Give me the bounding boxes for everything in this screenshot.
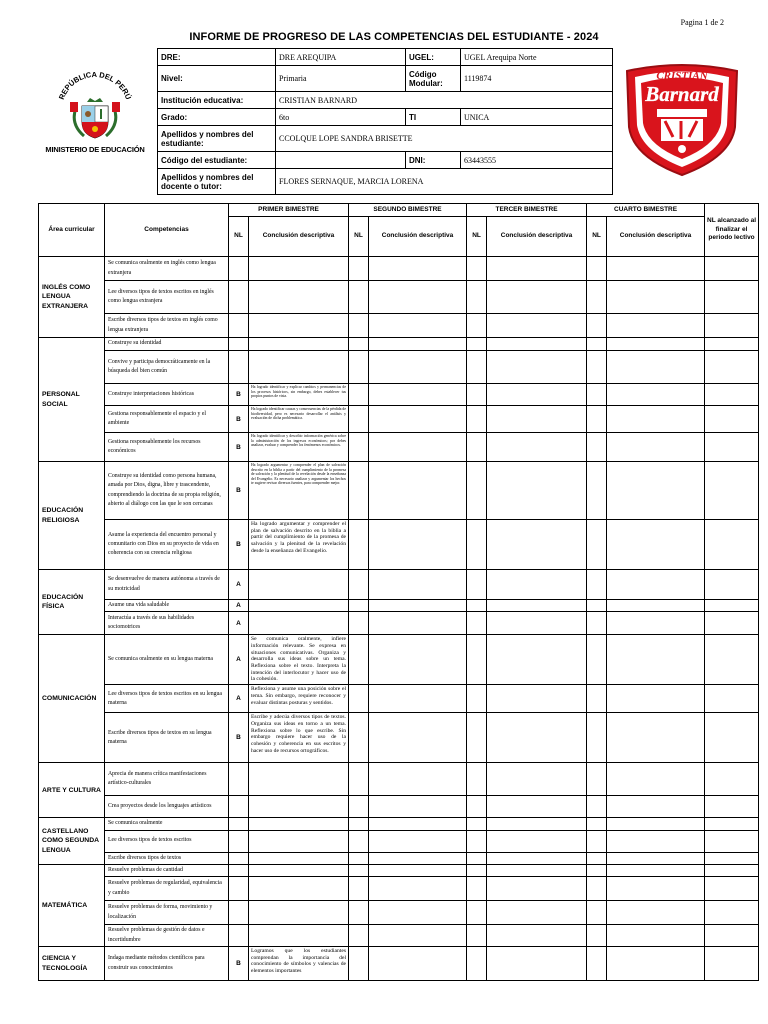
codigo-estudiante-label: Código del estudiante: — [158, 152, 276, 169]
competency-cell: Resuelve problemas de forma, movimiento y localización — [105, 901, 229, 925]
grade-cell: B — [229, 947, 249, 981]
header-conclusion: Conclusión descriptiva — [249, 217, 349, 257]
competency-cell: Escribe diversos tipos de textos en inglés como lengua extranjera — [105, 314, 229, 338]
header-nl: NL — [349, 217, 369, 257]
grade-cell: B — [229, 520, 249, 570]
docente-value: FLORES SERNAQUE, MARCIA LORENA — [276, 169, 613, 195]
area-personal-social: PERSONAL SOCIAL — [39, 338, 105, 462]
page-number: Pagina 1 de 2 — [680, 18, 724, 27]
student-info-table — [157, 48, 613, 195]
header-conclusion: Conclusión descriptiva — [369, 217, 467, 257]
dre-value: DRE AREQUIPA — [276, 49, 406, 66]
dni-label: DNI: — [406, 152, 461, 169]
ministry-logo — [40, 72, 150, 154]
svg-text:REPÚBLICA DEL PERÚ — [57, 72, 133, 101]
competency-cell: Se desenvuelve de manera autónoma a través de su motricidad — [105, 570, 229, 600]
competency-cell: Gestiona responsablemente el espacio y el ambiente — [105, 406, 229, 433]
nivel-label: Nivel: — [158, 66, 276, 92]
school-logo-top-text: CRISTIAN — [656, 70, 708, 82]
school-logo — [621, 57, 743, 179]
conclusion-cell: Ha logrado identificar causas y consecuencias de la pérdida de biodiversidad, pero es necesario desarrollar el análisis y evaluación de dicha problemática. — [249, 406, 349, 433]
grade-cell: B — [229, 713, 249, 763]
header-conclusion: Conclusión descriptiva — [607, 217, 705, 257]
ugel-label: UGEL: — [406, 49, 461, 66]
competency-cell: Lee diversos tipos de textos escritos — [105, 830, 229, 852]
competency-cell: Asume la experiencia del encuentro personal y comunitario con Dios en su proyecto de vida en coherencia con su creencia religiosa — [105, 520, 229, 570]
codigo-modular-value: 1119874 — [461, 66, 613, 92]
grado-label: Grado: — [158, 109, 276, 126]
ugel-value: UGEL Arequipa Norte — [461, 49, 613, 66]
grade-cell: A — [229, 570, 249, 600]
conclusion-cell: Ha logrado identificar y describir información genérica sobre la administración de los ingresos económicos; por debes analizar, evaluar y comprender los fenómenos económicos. — [249, 433, 349, 462]
competency-cell: Lee diversos tipos de textos escritos en inglés como lengua extranjera — [105, 281, 229, 314]
grade-cell: A — [229, 600, 249, 612]
dre-label: DRE: — [158, 49, 276, 66]
grade-cell: B — [229, 406, 249, 433]
report-title: INFORME DE PROGRESO DE LAS COMPETENCIAS DEL ESTUDIANTE - 2024 — [189, 31, 599, 43]
header-conclusion: Conclusión descriptiva — [487, 217, 587, 257]
conclusion-cell: Logramos que los estudiantes comprendan la importancia del conocimiento de símbolos y valencias de elementos importantes — [249, 947, 349, 981]
grade-cell: B — [229, 462, 249, 520]
conclusion-cell: Reflexiona y asume una posición sobre el tema. Sin embargo, requiere reconocer y evaluar distintas posturas y sentidos. — [249, 685, 349, 713]
competency-cell: Construye interpretaciones históricas — [105, 384, 229, 406]
competencies-table — [38, 203, 759, 981]
competency-cell: Asume una vida saludable — [105, 600, 229, 612]
competency-cell: Aprecia de manera crítica manifestaciones artístico-culturales — [105, 763, 229, 796]
grado-value: 6to — [276, 109, 406, 126]
area-comunicacion: COMUNICACIÓN — [39, 635, 105, 763]
competency-cell: Resuelve problemas de gestión de datos e incertidumbre — [105, 925, 229, 947]
arc-text: REPÚBLICA DEL PERÚ — [56, 72, 134, 101]
conclusion-cell: Se comunica oralmente, infiere información relevante. Se expresa en situaciones comunicativas. Organiza y desarrolla sus ideas sobre un tema. Reflexiona sobre el texto. Interpreta la intención del interlocutor y hacer uso de la cohesión. — [249, 635, 349, 685]
codigo-modular-label: Código Modular: — [406, 66, 461, 92]
school-shield-icon — [621, 57, 743, 179]
competency-cell: Escribe diversos tipos de textos en su lengua materna — [105, 713, 229, 763]
competency-cell: Construye su identidad como persona humana, amada por Dios, digna, libre y trascendente, comprendiendo la doctrina de su propia religión, abierto al diálogo con las que le son cercanas — [105, 462, 229, 520]
ministry-caption: MINISTERIO DE EDUCACIÓN — [45, 145, 145, 154]
grade-cell: A — [229, 685, 249, 713]
grade-cell: B — [229, 433, 249, 462]
header-period-4: CUARTO BIMESTRE — [587, 204, 705, 217]
header-nl: NL — [229, 217, 249, 257]
grade-cell: B — [229, 384, 249, 406]
conclusion-cell: Ha logrado argumentar y comprender el plan de salvación descrito en la biblia a partir del cumplimiento de la promesa de salvación y la plenitud de la revelación desde la enseñanza del Evangelio. — [249, 520, 349, 570]
conclusion-cell: Ha logrado identificar y explicar cambios y permanencias de los procesos históricos, sin embargo, debes establecer tus propios puntos de vista. — [249, 384, 349, 406]
institucion-value: CRISTIAN BARNARD — [276, 92, 613, 109]
header-period-1: PRIMER BIMESTRE — [229, 204, 349, 217]
competency-cell: Indaga mediante métodos científicos para construir sus conocimientos — [105, 947, 229, 981]
competency-cell: Se comunica oralmente en su lengua materna — [105, 635, 229, 685]
competency-cell: Escribe diversos tipos de textos — [105, 852, 229, 864]
competency-cell: Crea proyectos desde los lenguajes artísticos — [105, 796, 229, 818]
header-nl: NL — [467, 217, 487, 257]
conclusion-cell: Escribe y adecúa diversos tipos de textos. Organiza sus ideas en torno a un tema. Reflexiona sobre lo que escribe. Sin embargo requiere hacer uso de la cohesión y coherencia en sus escritos y hacer uso de recursos ortográficos. — [249, 713, 349, 763]
area-matematica: MATEMÁTICA — [39, 864, 105, 946]
competency-cell: Se comunica oralmente — [105, 818, 229, 830]
competency-cell: Construye su identidad — [105, 338, 229, 351]
grade-cell: A — [229, 635, 249, 685]
estudiante-value: CCOLQUE LOPE SANDRA BRISETTE — [276, 126, 613, 152]
docente-label: Apellidos y nombres del docente o tutor: — [158, 169, 276, 195]
header-area: Área curricular — [39, 204, 105, 257]
header-nl-final: NL alcanzado al finalizar el periodo lectivo — [705, 204, 759, 257]
area-ingles: INGLÉS COMO LENGUA EXTRANJERA — [39, 257, 105, 338]
ti-label: TI — [406, 109, 461, 126]
competency-cell: Lee diversos tipos de textos escritos en su lengua materna — [105, 685, 229, 713]
header-period-2: SEGUNDO BIMESTRE — [349, 204, 467, 217]
area-ciencia: CIENCIA Y TECNOLOGÍA — [39, 947, 105, 981]
institucion-label: Institución educativa: — [158, 92, 276, 109]
codigo-estudiante-value — [276, 152, 406, 169]
area-religiosa: EDUCACIÓN RELIGIOSA — [39, 462, 105, 570]
header-period-3: TERCER BIMESTRE — [467, 204, 587, 217]
area-castellano: CASTELLANO COMO SEGUNDA LENGUA — [39, 818, 105, 865]
school-logo-main-text: Barnard — [645, 82, 719, 106]
nivel-value: Primaria — [276, 66, 406, 92]
competency-cell: Convive y participa democráticamente en la búsqueda del bien común — [105, 351, 229, 384]
header-competencias: Competencias — [105, 204, 229, 257]
area-arte: ARTE Y CULTURA — [39, 763, 105, 818]
competency-cell: Se comunica oralmente en inglés como lengua extranjera — [105, 257, 229, 281]
competency-cell: Resuelve problemas de regularidad, equivalencia y cambio — [105, 877, 229, 901]
peru-coat-of-arms-icon — [40, 72, 150, 144]
area-fisica: EDUCACIÓN FÍSICA — [39, 570, 105, 635]
ti-value: UNICA — [461, 109, 613, 126]
dni-value: 63443555 — [461, 152, 613, 169]
competency-cell: Gestiona responsablemente los recursos económicos — [105, 433, 229, 462]
header-nl: NL — [587, 217, 607, 257]
competency-cell: Resuelve problemas de cantidad — [105, 864, 229, 876]
conclusion-cell: Ha logrado argumentar y comprender el plan de salvación descrito en la biblia a partir del cumplimiento de la promesa de salvación y la plenitud de la revelación desde la enseñanza del Evangelio. Es necesario analizar y argumentar los hechos te sugiere revisar diversas fuentes, para comprender mejor. — [249, 462, 349, 520]
competency-cell: Interactúa a través de sus habilidades sociomotrices — [105, 612, 229, 635]
grade-cell: A — [229, 612, 249, 635]
estudiante-label: Apellidos y nombres del estudiante: — [158, 126, 276, 152]
